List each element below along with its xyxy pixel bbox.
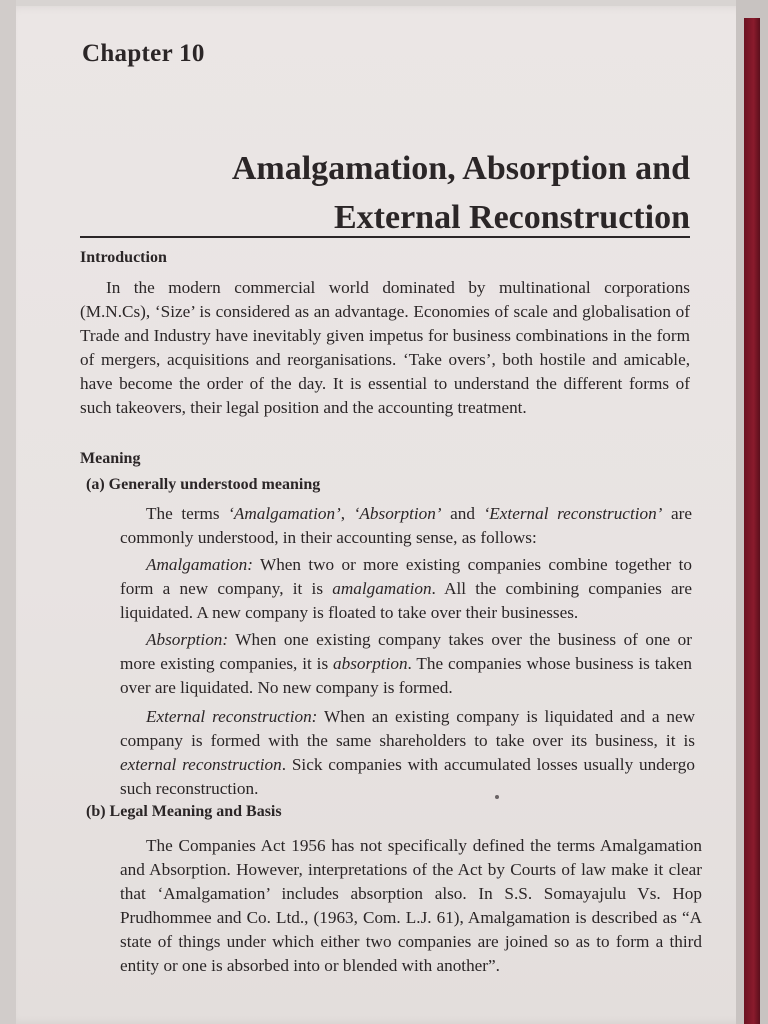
speck [495, 795, 499, 799]
amalgamation-paragraph [120, 553, 692, 625]
amalgamation-text-1: When two or more existing companies combine together to form a new company, it is [120, 555, 692, 598]
amalgamation-text-2: . All the combining companies are liquidated. A new company is floated to take over their businesses. [120, 579, 692, 622]
terms-post: are commonly understood, in their accounting sense, as follows: [120, 504, 692, 547]
amalgamation-label: Amalgamation: [146, 555, 253, 574]
absorption-emphasis: absorption [333, 654, 408, 673]
page-left-edge [0, 0, 16, 1024]
book-spine [744, 18, 760, 1024]
legal-meaning-paragraph: The Companies Act 1956 has not specifically defined the terms Amalgamation and Absorption. However, interpretations of the Act by Courts of law make it clear that ‘Amalgamation’ includes absorption also. In S.S. Somayajulu Vs. Hop Prudhommee and Co. Ltd., (1963, Com. L.J. 61), Amalgamation is described as “A state of things under which either two companies are joined so as to form a third entity or one is absorbed into or blended with another”. [120, 836, 702, 975]
title-rule [80, 236, 690, 238]
introduction-heading: Introduction [80, 249, 167, 266]
absorption-text-2: . The companies whose business is taken over are liquidated. No new company is formed. [120, 654, 692, 697]
external-reconstruction-text-2: . Sick companies with accumulated losses usually undergo such reconstruction. [120, 755, 695, 798]
term-external-reconstruction: ‘External reconstruction’ [483, 504, 663, 523]
terms-sep-2: and [441, 504, 484, 523]
amalgamation-emphasis: amalgamation [332, 579, 432, 598]
term-absorption: ‘Absorption’ [353, 504, 442, 523]
chapter-title-line-1: Amalgamation, Absorption and [231, 150, 690, 187]
external-reconstruction-paragraph [120, 705, 695, 801]
legal-meaning-heading: (b) Legal Meaning and Basis [86, 803, 282, 820]
term-amalgamation: ‘Amalgamation’ [228, 504, 341, 523]
external-reconstruction-emphasis: external reconstruction [120, 755, 282, 774]
meaning-heading: Meaning [80, 450, 141, 467]
external-reconstruction-text-1: When an existing company is liquidated and a new company is formed with the same shareholders to take over its business, it is [120, 707, 696, 750]
terms-pre: The terms [146, 504, 229, 523]
introduction-paragraph: In the modern commercial world dominated by multinational corporations (M.N.Cs), ‘Size’ is considered as an advantage. Economies of scale and globalisation of Trade and Industry have inevitably given impetus for business combinations in the form of mergers, acquisitions and reorganisations. ‘Take overs’, both hostile and amicable, have become the order of the day. It is essential to understand the different forms of such takeovers, their legal position and the accounting treatment. [80, 278, 690, 417]
chapter-title-line-2: External Reconstruction [333, 199, 690, 236]
absorption-paragraph [120, 628, 692, 700]
absorption-label: Absorption: [146, 630, 229, 649]
terms-sep-1: , [340, 504, 354, 523]
generally-understood-heading: (a) Generally understood meaning [86, 476, 321, 493]
absorption-text-1: When one existing company takes over the business of one or more existing companies, it is [120, 630, 692, 673]
chapter-label: Chapter 10 [82, 40, 205, 67]
terms-paragraph [120, 502, 692, 550]
external-reconstruction-label: External reconstruction: [146, 707, 318, 726]
